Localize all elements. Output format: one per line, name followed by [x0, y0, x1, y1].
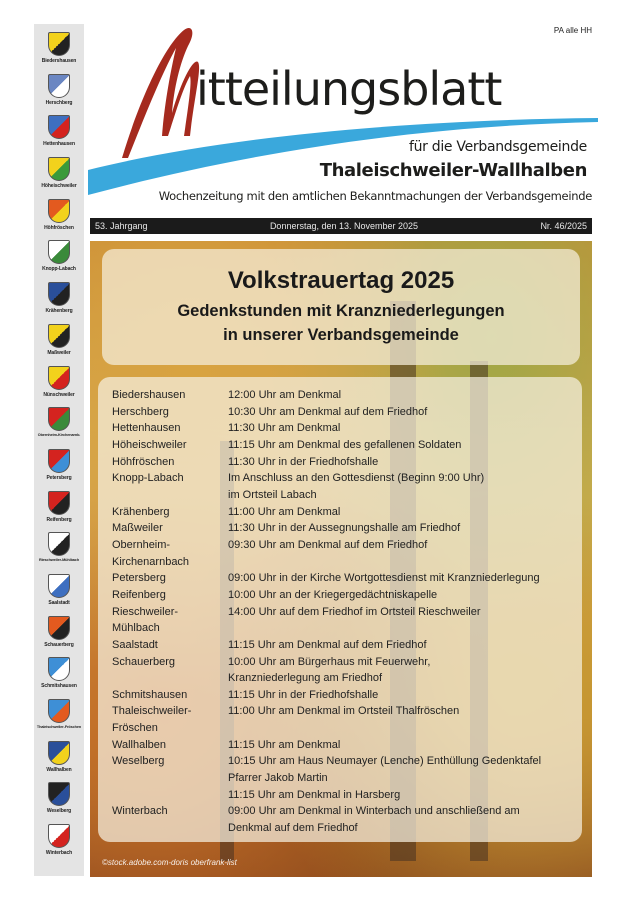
coat-of-arms-icon	[48, 741, 70, 765]
coat-of-arms-icon	[48, 407, 70, 431]
schedule-row	[112, 404, 582, 421]
schedule-description	[228, 554, 582, 571]
crest-label: Höheischweiler	[41, 183, 77, 190]
crest-label: Wallhalben	[46, 766, 72, 773]
schedule-row	[112, 520, 582, 537]
coat-of-arms-icon	[48, 574, 70, 598]
crest-label: Winterbach	[45, 850, 73, 857]
crest-item	[41, 157, 76, 199]
schedule-row	[112, 753, 582, 770]
schedule-row	[112, 570, 582, 587]
headline-panel	[102, 249, 580, 365]
memorial-schedule-panel	[98, 377, 582, 842]
schedule-description: 10:00 Uhr an der Kriegergedächtniskapelle	[228, 588, 438, 601]
schedule-row	[112, 454, 582, 471]
coat-of-arms-icon	[48, 324, 70, 348]
schedule-place: Maßweiler	[112, 522, 163, 535]
crest-label: Weselberg	[46, 808, 72, 815]
crest-item	[37, 699, 81, 741]
crest-item	[46, 449, 71, 491]
crest-label: Saalstadt	[48, 599, 70, 606]
schedule-place: Höhfröschen	[112, 455, 175, 468]
coat-of-arms-icon	[48, 240, 70, 264]
crest-label: Petersberg	[46, 474, 72, 481]
crest-item	[47, 782, 71, 824]
schedule-place	[112, 670, 228, 687]
coat-of-arms-icon	[48, 782, 70, 806]
schedule-place	[112, 487, 228, 504]
schedule-description: 11:30 Uhr am Denkmal	[228, 422, 341, 435]
schedule-row	[112, 387, 582, 404]
crest-item	[46, 741, 71, 783]
crest-item	[46, 74, 73, 116]
schedule-description: 11:00 Uhr am Denkmal	[228, 505, 341, 518]
article-headline: Volkstrauertag 2025	[227, 267, 455, 294]
schedule-place: Obernheim-	[112, 538, 171, 551]
schedule-description: 11:15 Uhr am Denkmal des gefallenen Soldaten	[228, 438, 462, 451]
issue-date: Donnerstag, den 13. November 2025	[269, 221, 419, 231]
coat-of-arms-icon	[48, 282, 70, 306]
volume-label: 53. Jahrgang	[95, 221, 148, 231]
schedule-place: Knopp-Labach	[112, 472, 184, 485]
schedule-description: 09:00 Uhr am Denkmal in Winterbach und anschließend am	[228, 805, 520, 818]
schedule-description: 11:15 Uhr am Denkmal in Harsberg	[228, 788, 401, 801]
schedule-row	[112, 554, 582, 571]
schedule-row	[112, 470, 582, 487]
crest-item	[42, 240, 76, 282]
coat-of-arms-icon	[48, 74, 70, 98]
crest-item	[44, 199, 74, 241]
schedule-description: 11:30 Uhr in der Friedhofshalle	[228, 455, 379, 468]
schedule-place: Winterbach	[112, 805, 168, 818]
coat-of-arms-icon	[48, 115, 70, 139]
crest-item	[38, 407, 81, 449]
issue-number: Nr. 46/2025	[540, 221, 587, 231]
schedule-place: Hettenhausen	[112, 422, 181, 435]
crest-item	[45, 282, 72, 324]
crest-item	[46, 824, 72, 866]
schedule-row	[112, 654, 582, 671]
coat-of-arms-icon	[48, 199, 70, 223]
crest-label: Maßweiler	[47, 349, 71, 356]
schedule-description: 10:00 Uhr am Bürgerhaus mit Feuerwehr,	[228, 655, 431, 668]
masthead-subtitle: für die Verbandsgemeinde	[408, 139, 587, 155]
crest-label: Höhfröschen	[44, 224, 74, 231]
crest-label: Schmitshausen	[41, 683, 77, 690]
crest-item	[44, 616, 73, 658]
photo-credit: ©stock.adobe.com-doris oberfrank-list	[102, 858, 237, 867]
schedule-description: 09:30 Uhr am Denkmal auf dem Friedhof	[228, 538, 428, 551]
coat-of-arms-icon	[48, 491, 70, 515]
crest-item	[42, 32, 77, 74]
coat-of-arms-icon	[48, 449, 70, 473]
coat-of-arms-icon	[48, 824, 70, 848]
coat-of-arms-icon	[48, 366, 70, 390]
schedule-description: Pfarrer Jakob Martin	[228, 772, 328, 785]
schedule-place: Biedershausen	[112, 389, 186, 401]
schedule-place: Herschberg	[112, 405, 169, 418]
issue-info-bar	[90, 218, 592, 234]
crest-label: Krähenberg	[45, 308, 73, 315]
schedule-row	[112, 620, 582, 637]
crest-label: Biedershausen	[41, 58, 77, 64]
schedule-row	[112, 487, 582, 504]
schedule-description: 09:00 Uhr in der Kirche Wortgottesdienst mit Kranzniederlegung	[228, 572, 540, 585]
coat-of-arms-icon	[48, 699, 70, 723]
masthead-tagline: Wochenzeitung mit den amtlichen Bekanntmachungen der Verbandsgemeinde	[158, 189, 592, 203]
coat-of-arms-icon	[48, 616, 70, 640]
schedule-description: 11:30 Uhr in der Aussegnungshalle am Friedhof	[228, 522, 461, 535]
schedule-row	[112, 587, 582, 604]
article-subheadline-1: Gedenkstunden mit Kranzniederlegungen	[177, 302, 505, 320]
crest-label: Reifenberg	[46, 516, 72, 523]
schedule-place: Kirchenarnbach	[112, 555, 190, 568]
coat-of-arms-icon	[48, 32, 70, 56]
schedule-place: Schauerberg	[112, 655, 175, 668]
masthead-m-logo	[112, 18, 202, 168]
schedule-place: Schmitshausen	[112, 688, 188, 701]
crest-item	[41, 657, 77, 699]
schedule-place	[112, 820, 228, 837]
schedule-description	[228, 720, 582, 737]
schedule-place: Krähenberg	[112, 505, 170, 518]
schedule-description: 10:15 Uhr am Haus Neumayer (Lenche) Enthüllung Gedenktafel	[228, 755, 542, 768]
crest-item	[43, 366, 74, 408]
schedule-description: Kranzniederlegung am Friedhof	[228, 672, 383, 685]
schedule-place: Saalstadt	[112, 638, 158, 651]
schedule-place: Fröschen	[112, 722, 158, 735]
crest-label: Rieschweiler-Mühlbach	[38, 558, 80, 563]
schedule-row	[112, 637, 582, 654]
schedule-description: Im Anschluss an den Gottesdienst (Beginn 9:00 Uhr)	[228, 472, 485, 485]
coat-of-arms-icon	[48, 157, 70, 181]
schedule-description: 10:30 Uhr am Denkmal auf dem Friedhof	[228, 405, 428, 418]
crest-item	[47, 324, 70, 366]
schedule-description: Denkmal auf dem Friedhof	[228, 822, 358, 835]
schedule-place: Reifenberg	[112, 588, 166, 601]
masthead-title: itteilungsblatt	[196, 62, 502, 116]
schedule-row	[112, 437, 582, 454]
schedule-place: Höheischweiler	[112, 438, 187, 451]
schedule-place	[112, 770, 228, 787]
schedule-row	[112, 787, 582, 804]
schedule-place: Mühlbach	[112, 622, 160, 635]
crest-item	[39, 532, 79, 574]
crest-label: Knopp-Labach	[42, 266, 76, 273]
crest-item	[46, 491, 71, 533]
schedule-description: 14:00 Uhr auf dem Friedhof im Ortsteil Rieschweiler	[228, 605, 481, 618]
crest-item	[48, 574, 70, 616]
schedule-description: 11:15 Uhr am Denkmal	[228, 738, 341, 751]
schedule-row	[112, 670, 582, 687]
schedule-description: 12:00 Uhr am Denkmal	[228, 389, 342, 401]
schedule-row	[112, 820, 582, 837]
schedule-place: Rieschweiler-	[112, 605, 179, 618]
schedule-place: Wallhalben	[112, 738, 167, 751]
masthead-municipality: Thaleischweiler-Wallhalben	[319, 160, 587, 181]
schedule-place	[112, 787, 228, 804]
schedule-description	[228, 620, 582, 637]
crest-label: Thaleischweiler-Fröschen	[36, 725, 82, 729]
schedule-place: Weselberg	[112, 755, 165, 768]
schedule-row	[112, 420, 582, 437]
schedule-description: 11:15 Uhr am Denkmal auf dem Friedhof	[228, 638, 427, 651]
coat-of-arms-icon	[48, 532, 70, 556]
schedule-description: 11:15 Uhr in der Friedhofshalle	[228, 688, 379, 701]
schedule-row	[112, 770, 582, 787]
schedule-place: Thaleischweiler-	[112, 705, 192, 718]
distribution-note: PA alle HH	[553, 26, 592, 35]
crest-label: Herschberg	[45, 99, 73, 106]
schedule-description: im Ortsteil Labach	[228, 488, 317, 501]
crest-item	[43, 115, 75, 157]
schedule-row	[112, 803, 582, 820]
crest-label: Schauerberg	[44, 641, 74, 648]
schedule-row	[112, 720, 582, 737]
crest-label: Nünschweiler	[43, 391, 75, 398]
crest-label: Hettenhausen	[43, 141, 75, 148]
crest-label: Obernheim-Kirchenarnb.	[37, 433, 81, 438]
autumn-cover-photo	[90, 241, 592, 877]
coat-of-arms-icon	[48, 657, 70, 681]
schedule-row	[112, 703, 582, 720]
schedule-row	[112, 604, 582, 621]
schedule-row	[112, 687, 582, 704]
article-subheadline-2: in unserer Verbandsgemeinde	[223, 326, 459, 344]
schedule-description: 11:00 Uhr am Denkmal im Ortsteil Thalfröschen	[228, 705, 460, 718]
schedule-place: Petersberg	[112, 572, 166, 585]
schedule-row	[112, 504, 582, 521]
municipality-crest-sidebar	[34, 24, 84, 876]
schedule-row	[112, 737, 582, 754]
schedule-row	[112, 537, 582, 554]
